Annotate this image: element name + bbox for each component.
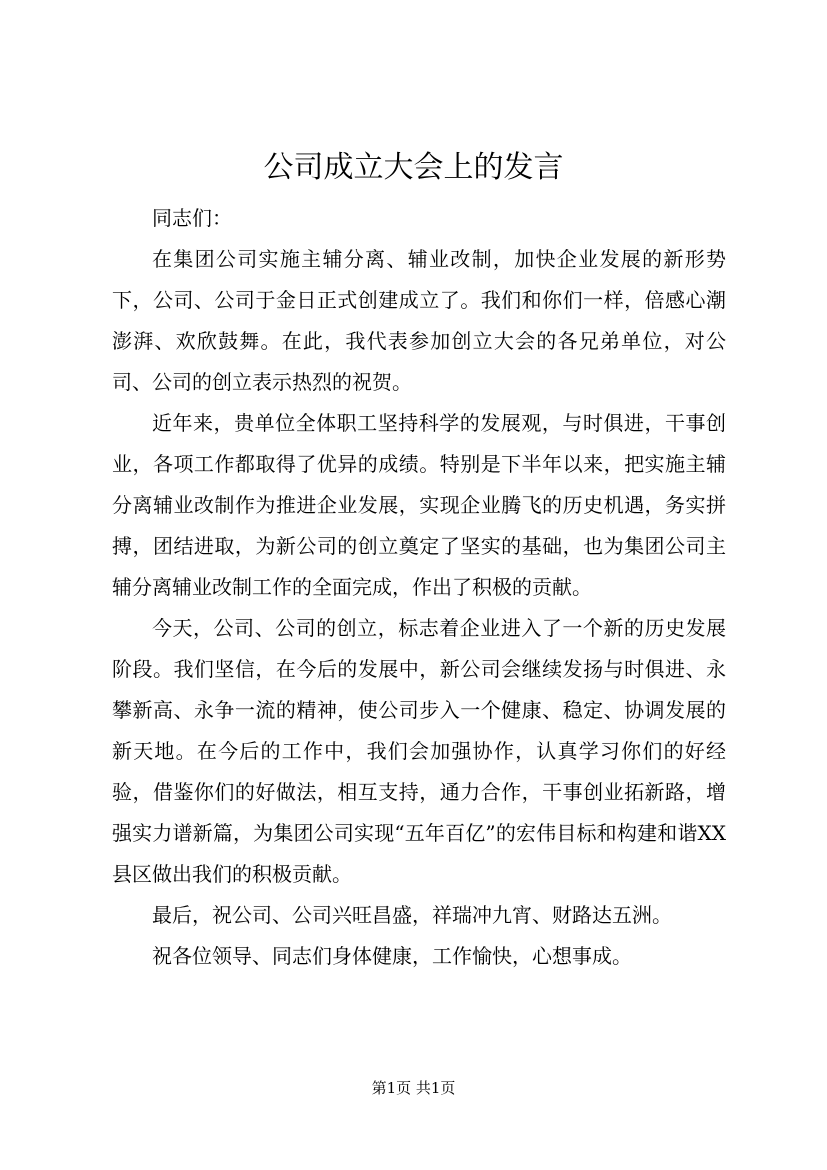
- paragraph-1: 在集团公司实施主辅分离、辅业改制，加快企业发展的新形势下，公司、公司于金日正式创建成立了。我们和你们一样，倍感心潮澎湃、欢欣鼓舞。在此，我代表参加创立大会的各兄弟单位，对公司、公司的创立表示热烈的祝贺。: [112, 247, 726, 394]
- paragraph-2: 近年来，贵单位全体职工坚持科学的发展观，与时俱进，干事创业，各项工作都取得了优异的成绩。特别是下半年以来，把实施主辅分离辅业改制作为推进企业发展，实现企业腾飞的历史机遇，务实拼搏，团结进取，为新公司的创立奠定了坚实的基础，也为集团公司主辅分离辅业改制工作的全面完成，作出了积极的贡献。: [112, 411, 726, 599]
- paragraph-4: 最后，祝公司、公司兴旺昌盛，祥瑞冲九宵、财路达五洲。: [152, 903, 672, 927]
- document-title: 公司成立大会上的发言: [263, 150, 564, 185]
- document-body: [112, 198, 726, 977]
- salutation: 同志们：: [152, 206, 232, 230]
- paragraph-5: 祝各位领导、同志们身体健康，工作愉快，心想事成。: [152, 944, 632, 968]
- paragraph-3: 今天，公司、公司的创立，标志着企业进入了一个新的历史发展阶段。我们坚信，在今后的发展中，新公司会继续发扬与时俱进、永攀新高、永争一流的精神，使公司步入一个健康、稳定、协调发展的新天地。在今后的工作中，我们会加强协作，认真学习你们的好经验，借鉴你们的好做法，相互支持，通力合作，干事创业拓新路，增强实力谱新篇，为集团公司实现“五年百亿”的宏伟目标和构建和谐XX县区做出我们的积极贡献。: [112, 616, 726, 886]
- page-footer: 第1页 共1页: [371, 1079, 456, 1097]
